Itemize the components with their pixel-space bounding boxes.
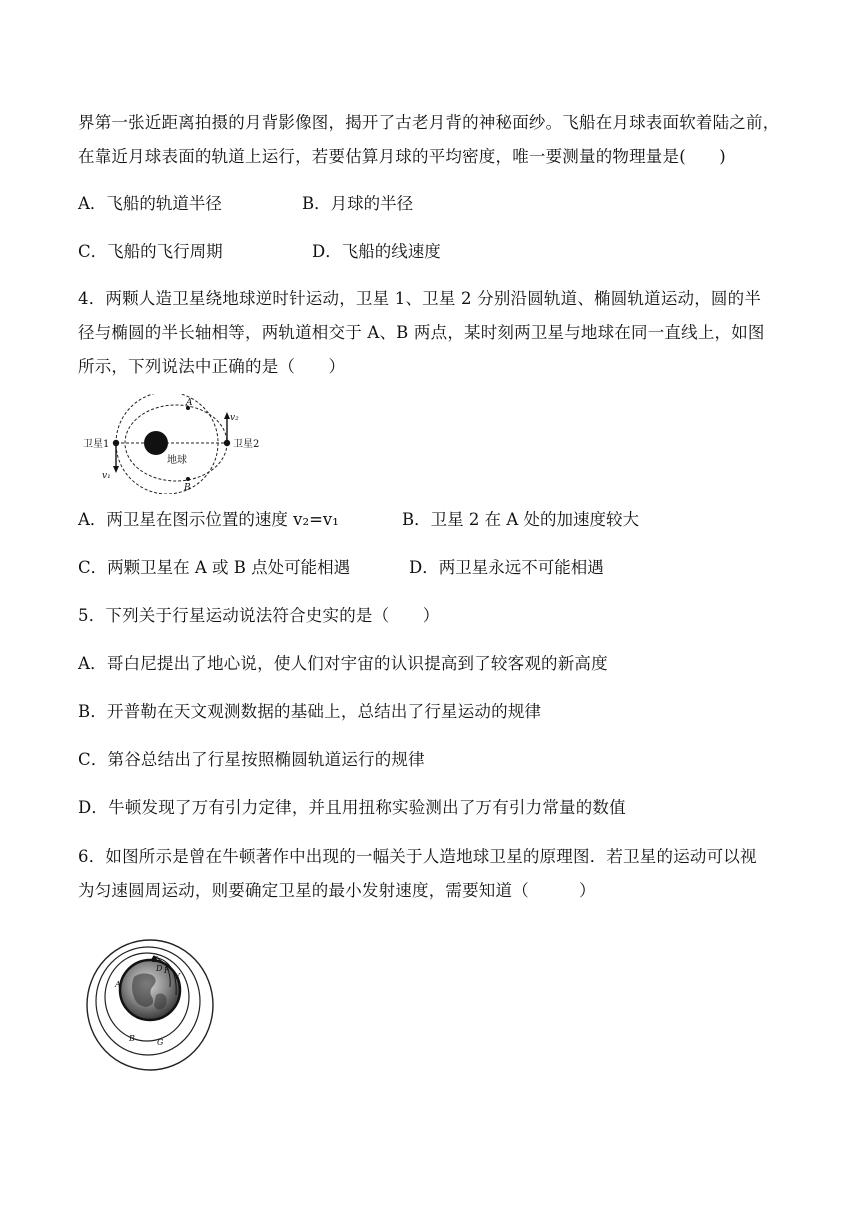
v1-arrow-head-icon: [113, 466, 119, 473]
label-b: B: [129, 1034, 135, 1043]
point-b-label: B: [184, 483, 191, 493]
q4-stem-line-2: 径与椭圆的半长轴相等，两轨道相交于 A、B 两点，某时刻两卫星与地球在同一直线上，如图: [78, 323, 765, 342]
satellite-1-icon: [113, 440, 119, 446]
q4-option-b[interactable]: B．卫星 2 在 A 处的加速度较大: [402, 510, 640, 529]
satellite-2-icon: [224, 440, 230, 446]
q3-stem-line-1: 界第一张近距离拍摄的月背影像图，揭开了古老月背的神秘面纱。飞船在月球表面软着陆之前，: [78, 113, 780, 132]
q5-option-a[interactable]: A．哥白尼提出了地心说，使人们对宇宙的认识提高到了较客观的新高度: [78, 654, 608, 673]
label-a: A: [115, 980, 121, 989]
v2-label: v₂: [230, 413, 239, 423]
point-b-dot: [186, 477, 190, 481]
v1-label: v₁: [102, 471, 111, 481]
earth-label: 地球: [167, 455, 187, 466]
q5-stem: 5．下列关于行星运动说法符合史实的是（ ）: [78, 606, 440, 625]
q3-option-d[interactable]: D．飞船的线速度: [312, 242, 441, 261]
label-g: G: [157, 1038, 164, 1047]
q6-stem-line-1: 6．如图所示是曾在牛顿著作中出现的一幅关于人造地球卫星的原理图．若卫星的运动可以视: [78, 847, 757, 866]
q3-option-b[interactable]: B．月球的半径: [302, 194, 414, 213]
q3-option-c[interactable]: C．飞船的飞行周期: [78, 242, 223, 261]
label-f: F: [164, 966, 170, 975]
newton-cannon-diagram: [84, 935, 224, 1075]
label-e: E: [152, 955, 158, 964]
point-a-label: A: [186, 398, 193, 408]
q4-stem-line-3: 所示，下列说法中正确的是（ ）: [78, 357, 346, 376]
q5-option-b[interactable]: B．开普勒在天文观测数据的基础上，总结出了行星运动的规律: [78, 702, 542, 721]
q4-option-d[interactable]: D．两卫星永远不可能相遇: [409, 558, 604, 577]
q5-option-d[interactable]: D．牛顿发现了万有引力定律，并且用扭称实验测出了万有引力常量的数值: [78, 798, 626, 817]
q3-option-a[interactable]: A．飞船的轨道半径: [78, 194, 222, 213]
q4-stem-line-1: 4．两颗人造卫星绕地球逆时针运动，卫星 1、卫星 2 分别沿圆轨道、椭圆轨道运动，圆的半: [78, 289, 762, 308]
sat2-label: 卫星2: [233, 439, 260, 450]
q4-option-c[interactable]: C．两颗卫星在 A 或 B 点处可能相遇: [78, 558, 351, 577]
q5-option-c[interactable]: C．第谷总结出了行星按照椭圆轨道运行的规律: [78, 750, 425, 769]
earth-icon: [144, 431, 168, 455]
label-d: D: [156, 964, 163, 973]
sat1-label: 卫星1: [83, 439, 110, 450]
orbit-diagram: [78, 394, 278, 494]
q3-stem-line-2: 在靠近月球表面的轨道上运行，若要估算月球的平均密度，唯一要测量的物理量是( ): [78, 147, 726, 166]
q6-stem-line-2: 为匀速圆周运动，则要确定卫星的最小发射速度，需要知道（ ）: [78, 881, 596, 900]
q4-option-a[interactable]: A．两卫星在图示位置的速度 v₂=v₁: [78, 510, 339, 529]
label-v: V: [174, 972, 180, 981]
